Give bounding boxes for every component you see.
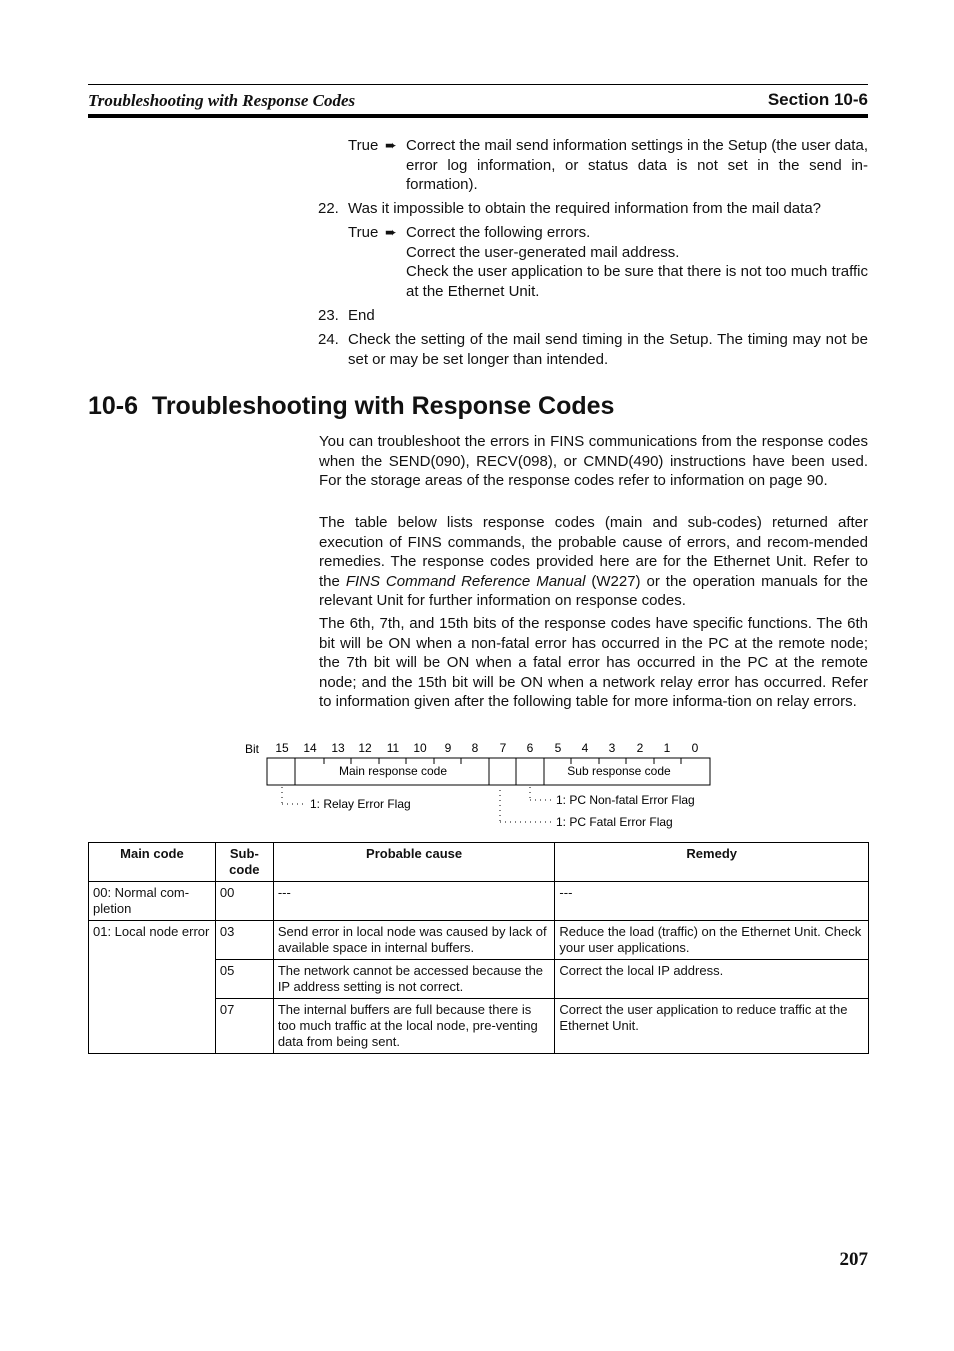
bit-number: 9 (444, 741, 452, 755)
page-number: 207 (839, 1249, 868, 1270)
step-true-1 (348, 136, 868, 195)
bit-number: 14 (303, 741, 317, 755)
bit-number: 3 (608, 741, 616, 755)
cell-remedy: Reduce the load (traffic) on the Ethernet Unit. Check your user applications. (555, 921, 869, 960)
relay-error-flag-label: 1: Relay Error Flag (310, 797, 411, 811)
table-row (89, 921, 869, 960)
bit-number: 1 (663, 741, 671, 755)
cell-sub-code: 07 (215, 999, 273, 1054)
cell-sub-code: 03 (215, 921, 273, 960)
header-top-rule (88, 84, 868, 85)
step-number: 24. (318, 331, 339, 348)
cell-cause: The network cannot be accessed because the IP address setting is not correct. (273, 960, 555, 999)
cell-sub-code: 05 (215, 960, 273, 999)
step-true-2-line-1: Correct the following errors. (406, 224, 591, 241)
cell-cause: Send error in local node was caused by lack of available space in internal buffers. (273, 921, 555, 960)
cell-main-code: 00: Normal com-pletion (89, 882, 216, 921)
bit-number: 15 (275, 741, 289, 755)
section-title: 10-6 Troubleshooting with Response Codes (88, 392, 615, 420)
arrow-icon: ➨ (385, 224, 397, 240)
step-true-2 (348, 223, 868, 301)
response-code-table (88, 842, 869, 1054)
running-header-section: Section 10-6 (767, 90, 868, 109)
cell-remedy: Correct the user application to reduce traffic at the Ethernet Unit. (555, 999, 869, 1054)
paragraph-2 (319, 513, 868, 611)
step-text: End (348, 307, 375, 324)
true-label: True (348, 137, 379, 154)
bit-number: 8 (471, 741, 479, 755)
arrow-icon: ➨ (385, 137, 397, 153)
bit-number: 12 (358, 741, 372, 755)
cell-sub-code: 00 (215, 882, 273, 921)
col-header-remedy: Remedy (555, 843, 869, 882)
step-number: 23. (318, 307, 339, 324)
step-22 (318, 199, 868, 219)
bit-numbers (275, 741, 698, 755)
step-true-2-line-3: Check the user application to be sure that there is not too much traffic at the Ethernet Unit. (406, 263, 868, 300)
main-response-label: Main response code (338, 764, 448, 778)
step-text: Was it impossible to obtain the required information from the mail data? (348, 200, 822, 217)
running-header-title: Troubleshooting with Response Codes (88, 91, 356, 110)
sub-response-label: Sub response code (567, 764, 671, 778)
bit-number: 13 (331, 741, 345, 755)
cell-remedy: Correct the local IP address. (555, 960, 869, 999)
step-true-1-text: Correct the mail send information settings in the Setup (the user data, error log information, or status data is not set in the send in-formation). (406, 137, 868, 193)
paragraph-3: The 6th, 7th, and 15th bits of the response codes have specific functions. The 6th bit will be ON when a non-fatal error has occurred in the PC at the remote node; the 7th bit will be ON when a fatal error has occurred in the PC at the remote node; and the 15th bit will be ON when a network relay error has occurred. Refer to information given after the following table for more informa-tion on relay errors. (319, 615, 868, 710)
bit-number: 10 (413, 741, 427, 755)
col-header-main-code: Main code (89, 843, 216, 882)
bit-number: 0 (691, 741, 699, 755)
fatal-error-flag-label: 1: PC Fatal Error Flag (556, 815, 673, 829)
step-true-2-line-2: Correct the user-generated mail address. (406, 243, 680, 261)
col-header-probable-cause: Probable cause (273, 843, 555, 882)
step-text: Check the setting of the mail send timing in the Setup. The timing may not be set or may be set longer than intended. (348, 331, 868, 368)
table-header-row (89, 843, 869, 882)
paragraph-1: You can troubleshoot the errors in FINS communications from the response codes when the SEND(090), RECV(098), or CMND(490) instructions have been used. For the storage areas of the response codes refer to information on page 90. (319, 433, 868, 489)
bit-number: 4 (581, 741, 589, 755)
bit-number: 2 (636, 741, 644, 755)
cell-main-code: 01: Local node error (89, 921, 216, 1054)
cell-cause: --- (273, 882, 555, 921)
nonfatal-error-flag-label: 1: PC Non-fatal Error Flag (556, 793, 695, 807)
bit-number: 6 (526, 741, 534, 755)
col-header-sub-code: Sub-code (215, 843, 273, 882)
step-23 (318, 306, 868, 326)
step-24 (318, 330, 868, 369)
cell-cause: The internal buffers are full because there is too much traffic at the local node, pre-venting data from being sent. (273, 999, 555, 1054)
true-label: True (348, 224, 379, 241)
bit-number: 5 (554, 741, 562, 755)
bit-axis-label: Bit (245, 742, 260, 756)
bit-diagram (240, 738, 720, 834)
header-bottom-rule (88, 114, 868, 118)
step-number: 22. (318, 200, 339, 217)
table-row (89, 882, 869, 921)
paragraph-2-part-b: (W227) or the operation manuals for the relevant Unit for further information on response codes. (319, 572, 869, 609)
manual-title: FINS Command Reference Manual (345, 572, 586, 590)
paragraph-2-part-a: The table below lists response codes (main and sub-codes) returned after execution of FINS commands, the probable cause of errors, and recom-mended remedies. The response codes provided here are for the Ethernet Unit. Refer to the (319, 514, 868, 590)
cell-remedy: --- (555, 882, 869, 921)
bit-number: 7 (499, 741, 507, 755)
bit-number: 11 (386, 741, 400, 755)
